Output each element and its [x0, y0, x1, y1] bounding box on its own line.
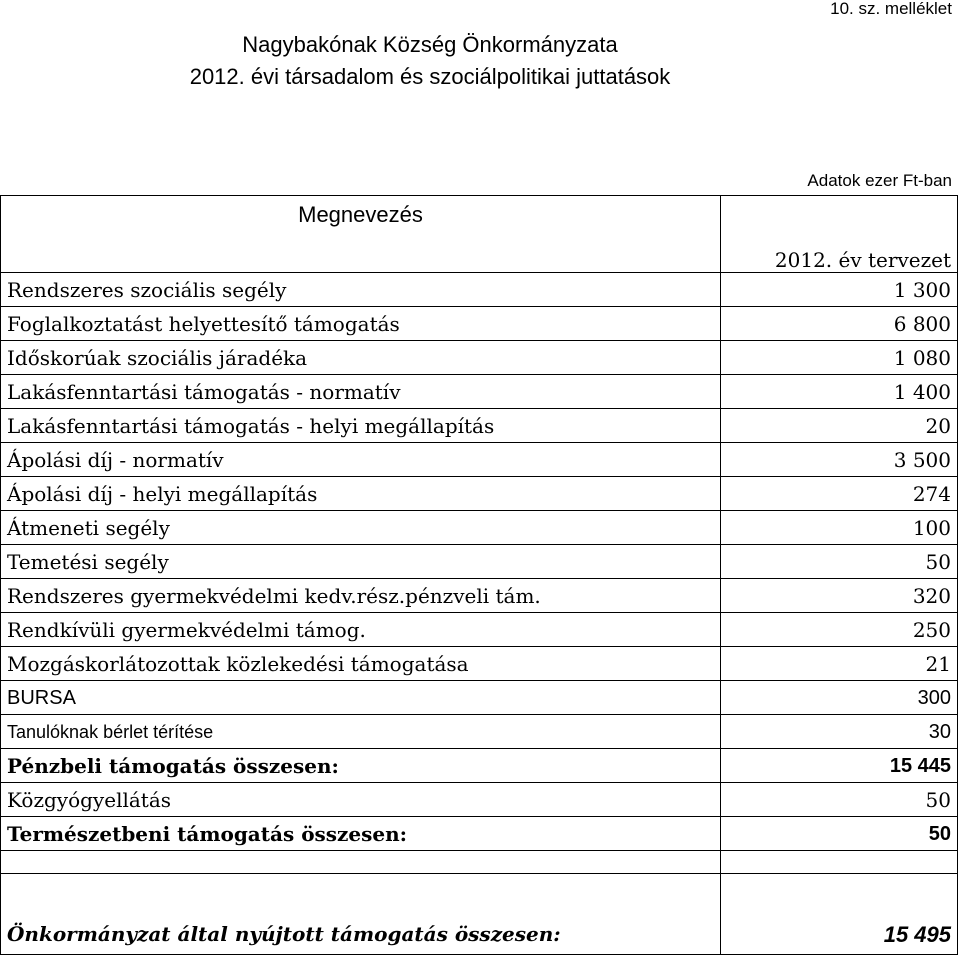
row-value: 6 800: [721, 307, 958, 341]
table-row: [1, 783, 958, 817]
spacer-row: [1, 851, 958, 874]
row-name: Időskorúak szociális járadéka: [1, 341, 721, 375]
row-name: Lakásfenntartási támogatás - normatív: [1, 375, 721, 409]
row-name: Rendszeres gyermekvédelmi kedv.rész.pénzveli tám.: [1, 579, 721, 613]
subtotal-row-in-kind: [1, 817, 958, 851]
row-value: 50: [721, 545, 958, 579]
table-row: [1, 341, 958, 375]
row-name: Ápolási díj - normatív: [1, 443, 721, 477]
spacer-cell: [1, 851, 721, 874]
annex-label: 10. sz. melléklet: [830, 0, 952, 18]
subtotal-row-cash: [1, 749, 958, 783]
unit-note: Adatok ezer Ft-ban: [807, 171, 952, 190]
table-row: [1, 715, 958, 749]
row-value: 320: [721, 579, 958, 613]
table-row: [1, 375, 958, 409]
row-value: 100: [721, 511, 958, 545]
row-value: 274: [721, 477, 958, 511]
row-name: Rendszeres szociális segély: [1, 273, 721, 307]
row-value: 3 500: [721, 443, 958, 477]
row-name: Rendkívüli gyermekvédelmi támog.: [1, 613, 721, 647]
table-row: [1, 477, 958, 511]
table-row: [1, 443, 958, 477]
table-row: [1, 647, 958, 681]
table-header-row: [1, 196, 958, 273]
row-value: 50: [721, 817, 958, 851]
table-row: [1, 409, 958, 443]
row-name: Közgyógyellátás: [1, 783, 721, 817]
row-name: Lakásfenntartási támogatás - helyi megállapítás: [1, 409, 721, 443]
grand-total-row: [1, 874, 958, 955]
row-name: Pénzbeli támogatás összesen:: [1, 749, 721, 783]
title-municipality: Nagybakónak Község Önkormányzata: [242, 32, 618, 57]
row-value: 1 080: [721, 341, 958, 375]
table-row: [1, 511, 958, 545]
row-value: 21: [721, 647, 958, 681]
header-name: Megnevezés: [1, 196, 721, 273]
row-name: Ápolási díj - helyi megállapítás: [1, 477, 721, 511]
row-name: Tanulóknak bérlet térítése: [1, 715, 721, 749]
row-name: Átmeneti segély: [1, 511, 721, 545]
table-row: [1, 579, 958, 613]
grand-total-value: 15 495: [721, 874, 958, 955]
row-value: 15 445: [721, 749, 958, 783]
benefits-table: [0, 195, 958, 955]
row-value: 250: [721, 613, 958, 647]
table-row: [1, 307, 958, 341]
table-row: [1, 613, 958, 647]
row-value: 50: [721, 783, 958, 817]
row-name: Természetbeni támogatás összesen:: [1, 817, 721, 851]
row-name: Mozgáskorlátozottak közlekedési támogatása: [1, 647, 721, 681]
table-row: [1, 681, 958, 715]
row-name: Temetési segély: [1, 545, 721, 579]
spacer-cell: [721, 851, 958, 874]
table-row: [1, 273, 958, 307]
row-value: 1 300: [721, 273, 958, 307]
row-name: Foglalkoztatást helyettesítő támogatás: [1, 307, 721, 341]
row-value: 20: [721, 409, 958, 443]
header-value: 2012. év tervezet: [721, 196, 958, 273]
row-value: 1 400: [721, 375, 958, 409]
title-subject: 2012. évi társadalom és szociálpolitikai juttatások: [189, 64, 671, 89]
row-value: 30: [721, 715, 958, 749]
row-value: 300: [721, 681, 958, 715]
row-name: BURSA: [1, 681, 721, 715]
table-row: [1, 545, 958, 579]
grand-total-name: Önkormányzat által nyújtott támogatás összesen:: [1, 874, 721, 955]
